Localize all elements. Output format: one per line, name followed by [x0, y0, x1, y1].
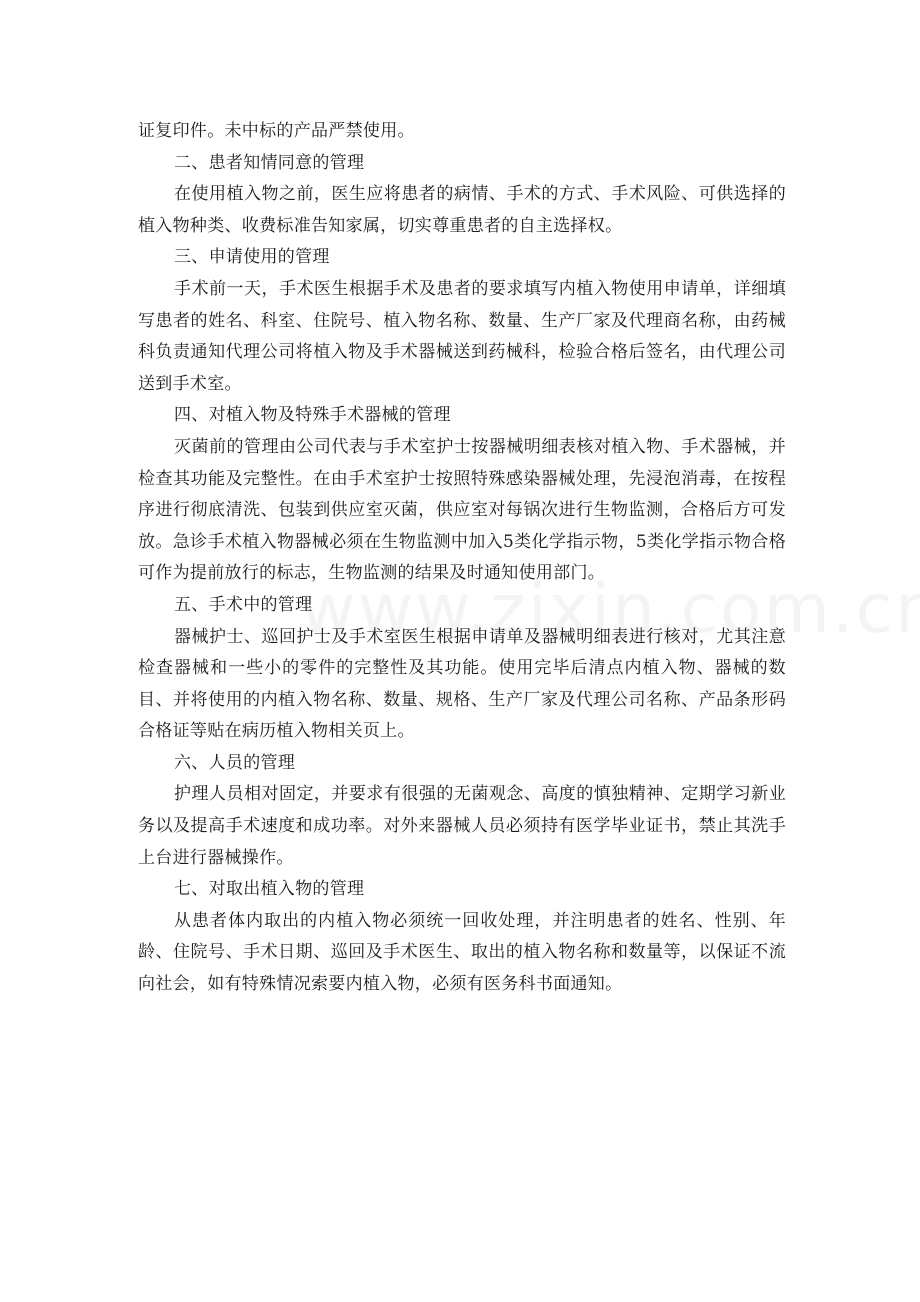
document-body — [138, 116, 786, 1001]
paragraph-personnel: 护理人员相对固定，并要求有很强的无菌观念、高度的慎独精神、定期学习新业务以及提高手术速度和成功率。对外来器械人员必须持有医学毕业证书，禁止其洗手上台进行器械操作。 — [138, 784, 786, 868]
section-heading-consent: 二、患者知情同意的管理 — [174, 152, 365, 173]
paragraph-removal: 从患者体内取出的内植入物必须统一回收处理，并注明患者的姓名、性别、年龄、住院号、手术日期、巡回及手术医生、取出的植入物名称和数量等，以保证不流向社会，如有特殊情况索要内植入物，必须有医务科书面通知。 — [138, 910, 786, 995]
section-heading-personnel: 六、人员的管理 — [174, 752, 296, 773]
paragraph-continuation: 证复印件。未中标的产品严禁使用。 — [138, 121, 415, 141]
section-heading-instruments: 四、对植入物及特殊手术器械的管理 — [174, 405, 451, 426]
paragraph-intraoperative: 器械护士、巡回护士及手术室医生根据申请单及器械明细表进行核对，尤其注意检查器械和一些小的零件的完整性及其功能。使用完毕后清点内植入物、器械的数目、并将使用的内植入物名称、数量、规格、生产厂家及代理公司名称、产品条形码合格证等贴在病历植入物相关页上。 — [138, 626, 786, 742]
paragraph-application: 手术前一天，手术医生根据手术及患者的要求填写内植入物使用申请单，详细填写患者的姓名、科室、住院号、植入物名称、数量、生产厂家及代理商名称，由药械科负责通知代理公司将植入物及手术器械送到药械科，检验合格后签名，由代理公司送到手术室。 — [138, 278, 786, 394]
section-heading-removal: 七、对取出植入物的管理 — [174, 879, 365, 900]
paragraph-consent: 在使用植入物之前，医生应将患者的病情、手术的方式、手术风险、可供选择的植入物种类、收费标准告知家属，切实尊重患者的自主选择权。 — [138, 184, 786, 236]
paragraph-instruments: 灭菌前的管理由公司代表与手术室护士按器械明细表核对植入物、手术器械，并检查其功能及完整性。在由手术室护士按照特殊感染器械处理，先浸泡消毒，在按程序进行彻底清洗、包装到供应室灭菌，供应室对每锅次进行生物监测，合格后方可发放。急诊手术植入物器械必须在生物监测中加入5类化学指示物，5类化学指示物合格可作为提前放行的标志，生物监测的结果及时通知使用部门。 — [138, 436, 786, 584]
section-heading-intraoperative: 五、手术中的管理 — [174, 594, 313, 615]
section-heading-application: 三、申请使用的管理 — [174, 247, 330, 268]
